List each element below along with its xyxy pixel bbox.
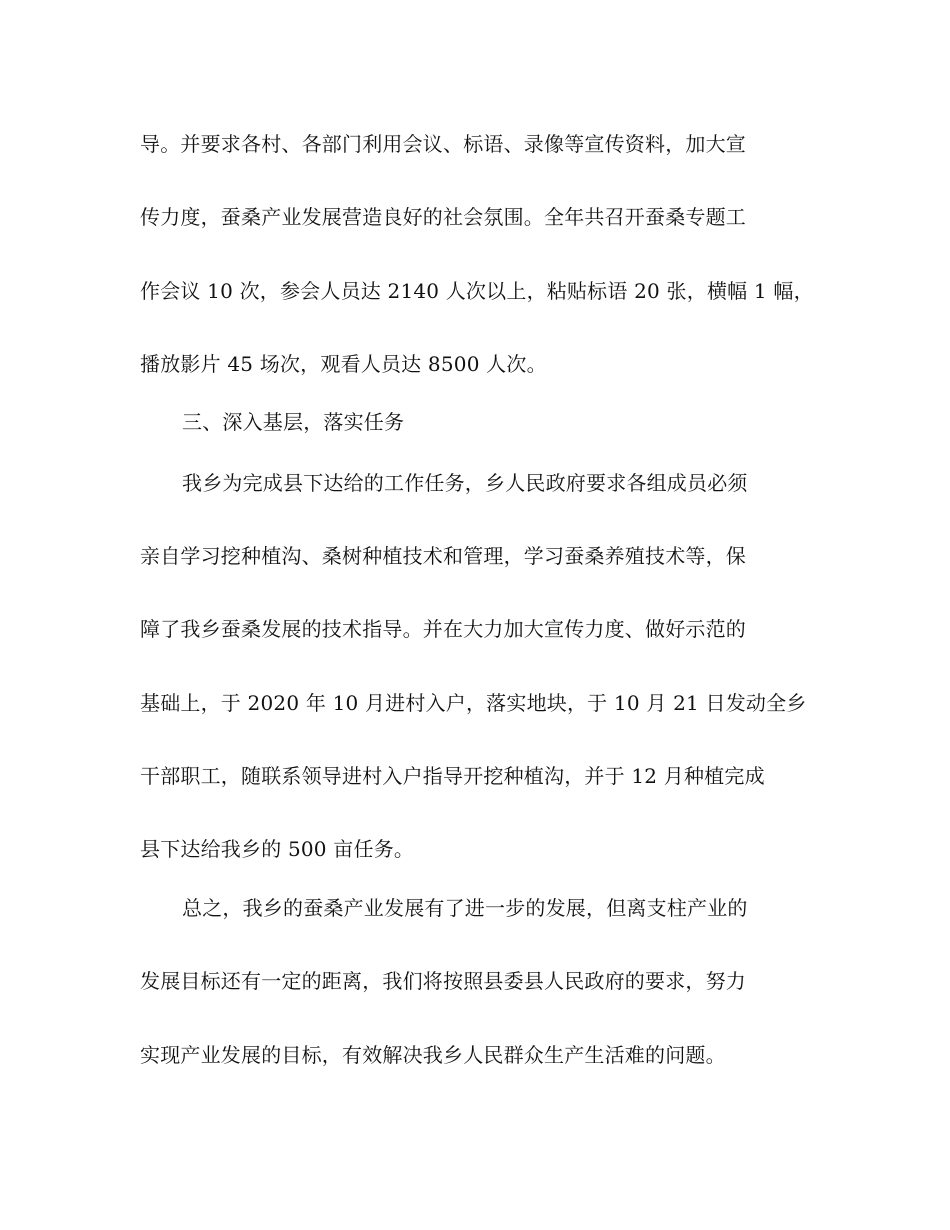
paragraph-2-line-6: 县下达给我乡的 500 亩任务。 [140, 837, 415, 861]
paragraph-3-line-1: 总之，我乡的蚕桑产业发展有了进一步的发展，但离支柱产业的 [182, 896, 748, 920]
paragraph-1-line-3: 作会议 10 次，参会人员达 2140 人次以上，粘贴标语 20 张，横幅 1 幅， [140, 279, 814, 303]
paragraph-1-line-4: 播放影片 45 场次，观看人员达 8500 人次。 [140, 352, 547, 376]
paragraph-2-line-1: 我乡为完成县下达给的工作任务，乡人民政府要求各组成员必须 [182, 471, 748, 495]
paragraph-1-line-2: 传力度，蚕桑产业发展营造良好的社会氛围。全年共召开蚕桑专题工 [140, 205, 746, 229]
paragraph-2-line-4: 基础上，于 2020 年 10 月进村入户，落实地块，于 10 月 21 日发动全乡 [140, 691, 807, 715]
paragraph-1-line-1: 导。并要求各村、各部门利用会议、标语、录像等宣传资料，加大宣 [140, 132, 746, 156]
paragraph-3-line-2: 发展目标还有一定的距离，我们将按照县委县人民政府的要求，努力 [140, 969, 746, 993]
section-heading: 三、深入基层，落实任务 [182, 410, 405, 434]
paragraph-2-line-5: 干部职工，随联系领导进村入户指导开挖种植沟，并于 12 月种植完成 [140, 764, 765, 788]
paragraph-2-line-2: 亲自学习挖种植沟、桑树种植技术和管理，学习蚕桑养殖技术等，保 [140, 544, 746, 568]
paragraph-3-line-3: 实现产业发展的目标，有效解决我乡人民群众生产生活难的问题。 [140, 1043, 726, 1067]
paragraph-2-line-3: 障了我乡蚕桑发展的技术指导。并在大力加大宣传力度、做好示范的 [140, 617, 746, 641]
